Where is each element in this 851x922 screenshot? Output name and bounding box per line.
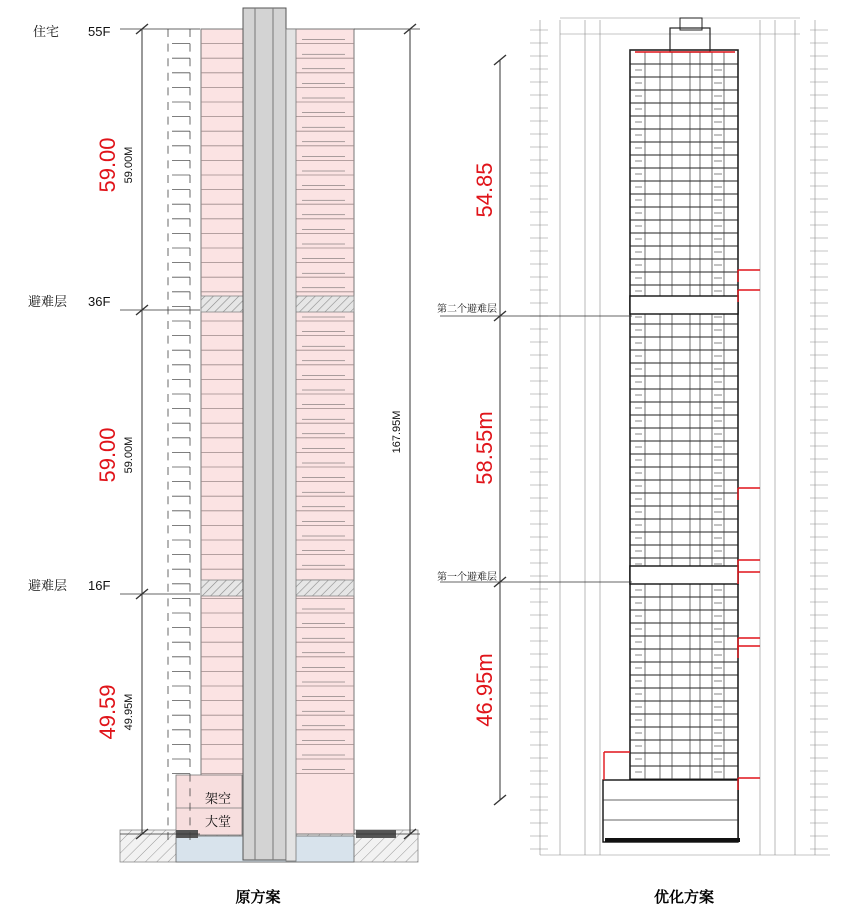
- label-podium-open: 架空: [205, 791, 232, 806]
- left-core-shaft: [243, 8, 286, 860]
- right-tower-body: [630, 50, 738, 840]
- label-refuge-16: 避难层: [28, 578, 68, 593]
- original-scheme-elevation: [28, 8, 420, 906]
- caption-original: 原方案: [235, 889, 281, 906]
- dim-seg3-red: 49.59: [95, 684, 120, 740]
- right-refuge-floor-1: [630, 566, 738, 584]
- label-refuge-36: 避难层: [28, 294, 68, 309]
- label-floor-16f: 16F: [88, 578, 111, 593]
- optimized-scheme-elevation: [437, 18, 830, 906]
- label-refuge-first: 第一个避难层: [437, 572, 497, 583]
- label-refuge-second: 第二个避难层: [437, 304, 497, 315]
- dim-right-top: 54.85: [472, 162, 497, 218]
- caption-optimized: 优化方案: [653, 889, 715, 906]
- right-podium: [603, 780, 738, 842]
- right-refuge-floor-2: [630, 296, 738, 314]
- dim-seg3-black: 49.95M: [123, 693, 135, 731]
- dim-seg2-red: 59.00: [95, 427, 120, 483]
- dim-right-bottom: 46.95m: [472, 653, 497, 727]
- dim-seg1-black: 59.00M: [123, 146, 135, 184]
- label-podium-lobby: 大堂: [205, 814, 232, 829]
- left-floor-label-column: [168, 29, 190, 840]
- dim-right-mid: 58.55m: [472, 411, 497, 485]
- label-floor-55f: 55F: [88, 24, 111, 39]
- dim-seg2-black: 59.00M: [123, 436, 135, 474]
- right-crown: [670, 28, 710, 52]
- label-residential: 住宅: [33, 24, 60, 39]
- label-floor-36f: 36F: [88, 294, 111, 309]
- dim-seg1-red: 59.00: [95, 137, 120, 193]
- dim-total: 167.95M: [391, 410, 403, 454]
